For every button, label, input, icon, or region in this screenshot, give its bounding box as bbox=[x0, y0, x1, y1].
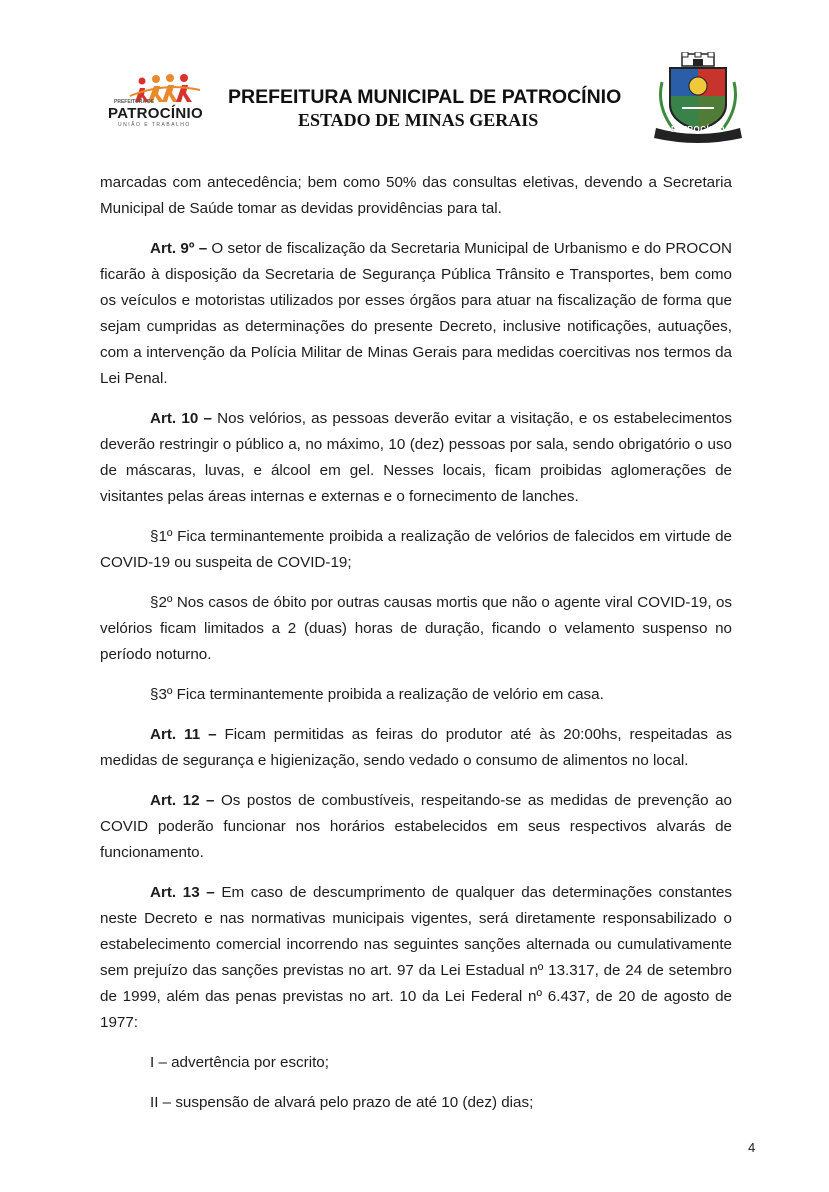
article-13-label: Art. 13 – bbox=[150, 884, 215, 901]
article-10-paragraph-1: §1º Fica terminantemente proibida a realização de velórios de falecidos em virtude de COVID-19 ou suspeita de COVID-19; bbox=[100, 528, 732, 571]
document-body bbox=[100, 170, 732, 1130]
list-item: I – advertência por escrito; bbox=[150, 1054, 329, 1071]
logo-small-top-text: PREFEITURA DE bbox=[114, 99, 155, 105]
coat-of-arms bbox=[652, 52, 744, 148]
article-10-paragraph-3: §3º Fica terminantemente proibida a realização de velório em casa. bbox=[150, 686, 604, 703]
article-12-text: Os postos de combustíveis, respeitando-se as medidas de prevenção ao COVID poderão funcionar nos horários estabelecidos em seus respectivos alvarás de funcionamento. bbox=[100, 792, 732, 861]
article-12 bbox=[100, 788, 732, 866]
article-10-text: Nos velórios, as pessoas deverão evitar a visitação, e os estabelecimentos deverão restringir o público a, no máximo, 10 (dez) pessoas por sala, sendo obrigatório o uso de máscaras, luvas, e álcool em gel. Nesses locais, ficam proibidas aglomerações de visitantes pelas áreas internas e externas e o fornecimento de lanches. bbox=[100, 410, 732, 505]
list-item: II – suspensão de alvará pelo prazo de até 10 (dez) dias; bbox=[150, 1094, 534, 1111]
article-12-label: Art. 12 – bbox=[150, 792, 215, 809]
article-10-label: Art. 10 – bbox=[150, 410, 212, 427]
article-11 bbox=[100, 722, 732, 774]
logo-brand-text: PATROCÍNIO bbox=[108, 105, 203, 122]
article-9 bbox=[100, 236, 732, 392]
page-number: 4 bbox=[748, 1140, 756, 1155]
document-header bbox=[0, 0, 829, 160]
header-subtitle: ESTADO DE MINAS GERAIS bbox=[298, 110, 539, 130]
article-13-text: Em caso de descumprimento de qualquer das determinações constantes neste Decreto e nas normativas municipais vigentes, será diretamente responsabilizado o estabelecimento comercial incorrendo nas seguintes sanções alternada ou cumulativamente sem prejuízo das sanções previstas no art. 97 da Lei Estadual nº 13.317, de 24 de setembro de 1999, além das penas previstas no art. 10 da Lei Federal nº 6.437, de 20 de agosto de 1977: bbox=[100, 884, 733, 1031]
article-10-paragraph-2: §2º Nos casos de óbito por outras causas mortis que não o agente viral COVID-19, os velórios ficam limitados a 2 (duas) horas de duração, ficando o velamento suspenso no período noturno. bbox=[100, 594, 732, 663]
article-11-text: Ficam permitidas as feiras do produtor até às 20:00hs, respeitadas as medidas de segurança e higienização, sendo vedado o consumo de alimentos no local. bbox=[100, 726, 732, 769]
article-9-label: Art. 9º – bbox=[150, 240, 208, 257]
article-10 bbox=[100, 406, 732, 510]
header-title: PREFEITURA MUNICIPAL DE PATROCÍNIO bbox=[228, 86, 622, 108]
article-9-text: O setor de fiscalização da Secretaria Municipal de Urbanismo e do PROCON ficarão à disposição da Secretaria de Segurança Pública Trânsito e Transportes, bem como os veículos e motoristas utilizados por esses órgãos para atuar na fiscalização de forma que sejam cumpridas as determinações do presente Decreto, inclusive notificações, autuações, com a intervenção da Polícia Militar de Minas Gerais para medidas coercitivas nos termos da Lei Penal. bbox=[100, 240, 732, 387]
article-13 bbox=[100, 880, 732, 1036]
coat-of-arms-label: PATROCÍNIO bbox=[670, 125, 726, 134]
continuation-paragraph: marcadas com antecedência; bem como 50% das consultas eletivas, devendo a Secretaria Municipal de Saúde tomar as devidas providências para tal. bbox=[100, 174, 732, 217]
logo-tagline-text: UNIÃO E TRABALHO bbox=[118, 122, 191, 128]
article-11-label: Art. 11 – bbox=[150, 726, 217, 743]
patrocinio-logo bbox=[104, 72, 214, 132]
